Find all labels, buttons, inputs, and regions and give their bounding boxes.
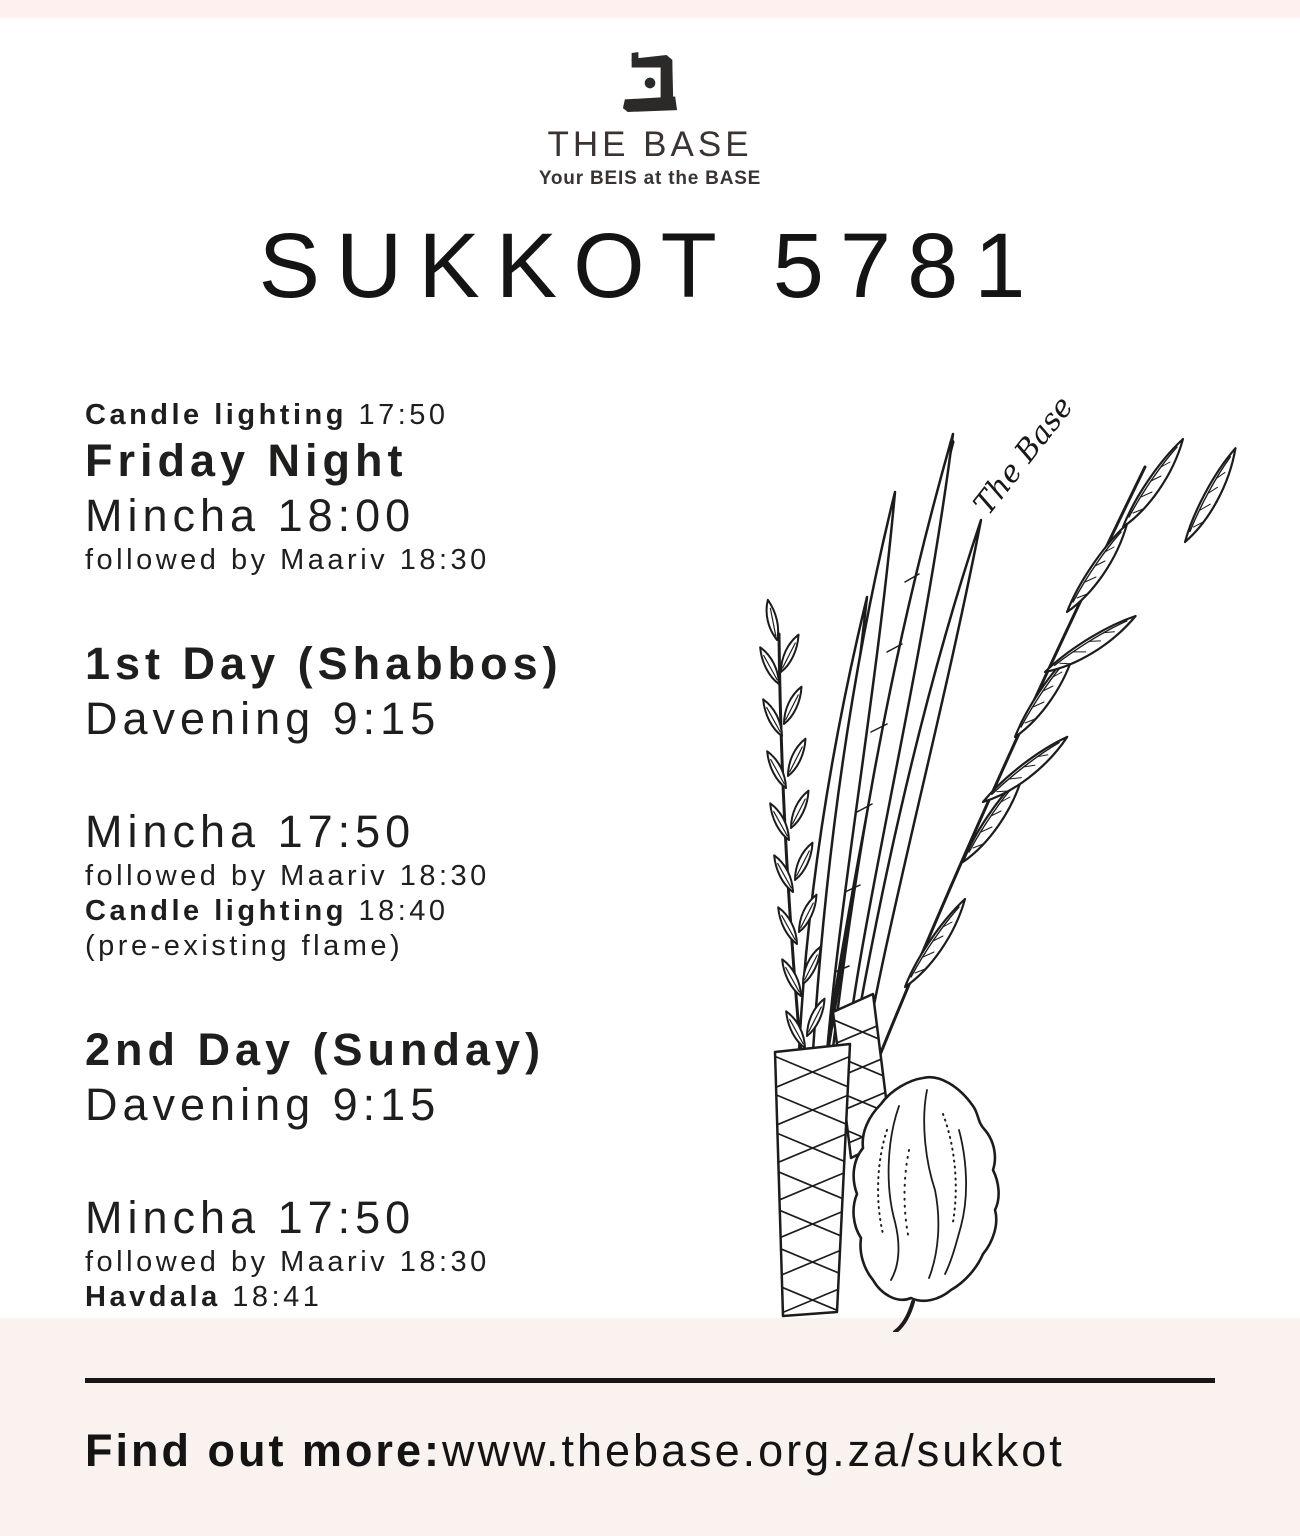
footer — [85, 1425, 1265, 1477]
logo-name: THE BASE — [547, 125, 753, 164]
schedule-line — [85, 433, 705, 488]
schedule-line: Davening 9:15 — [85, 1079, 441, 1130]
divider-line — [85, 1378, 1215, 1383]
schedule-line-emphasis: 2nd Day (Sunday) — [85, 1024, 546, 1075]
page-title: SUKKOT 5781 — [258, 215, 1042, 317]
lulav-etrog-illustration — [715, 372, 1250, 1332]
schedule-line: followed by Maariv 18:30 — [85, 1246, 490, 1278]
schedule-line — [85, 1022, 705, 1077]
schedule-line-emphasis: Candle lighting — [85, 895, 347, 927]
schedule-section — [85, 1190, 705, 1315]
hebrew-bet-logo-icon — [621, 50, 679, 116]
schedule-section — [85, 804, 705, 964]
schedule-line: followed by Maariv 18:30 — [85, 544, 490, 576]
schedule-line: followed by Maariv 18:30 — [85, 860, 490, 892]
logo-tagline: Your BEIS at the BASE — [538, 168, 762, 189]
schedule-line: Candle lighting 17:50 — [85, 399, 449, 431]
schedule-line-emphasis: Friday Night — [85, 435, 408, 486]
schedule-line: Mincha 17:50 — [85, 806, 416, 857]
schedule-line: Mincha 17:50 — [85, 1192, 416, 1243]
schedule-line: Mincha 18:00 — [85, 490, 416, 541]
logo — [0, 50, 1300, 190]
schedule-line: (pre-existing flame) — [85, 930, 404, 962]
footer-url-link[interactable]: www.thebase.org.za/sukkot — [441, 1425, 1065, 1476]
top-pink-strip — [0, 0, 1300, 18]
schedule-section — [85, 398, 705, 578]
schedule-section — [85, 636, 705, 746]
schedule-line — [85, 636, 705, 691]
schedule-line: Candle lighting 18:40 — [85, 895, 449, 927]
schedule — [85, 398, 705, 1373]
artist-signature: The Base — [967, 389, 1081, 522]
schedule-line-emphasis: 1st Day (Shabbos) — [85, 638, 563, 689]
schedule-line: Davening 9:15 — [85, 693, 441, 744]
schedule-section — [85, 1022, 705, 1132]
schedule-line-emphasis: Candle lighting — [85, 399, 347, 431]
find-out-more-label: Find out more: — [85, 1425, 442, 1476]
schedule-line-emphasis: Havdala — [85, 1281, 221, 1313]
schedule-line: Havdala 18:41 — [85, 1281, 323, 1313]
